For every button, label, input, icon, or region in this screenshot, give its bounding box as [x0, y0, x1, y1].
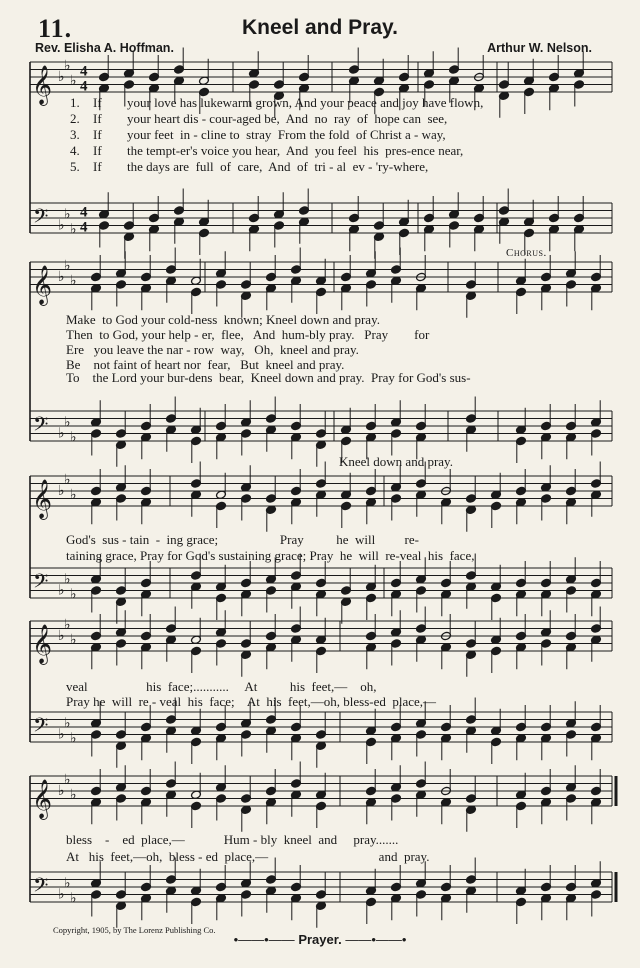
hymn-title: Kneel and Pray.	[241, 16, 398, 39]
bass-cue-text: Kneel down and pray.	[339, 454, 453, 469]
flat-icon: ♭	[70, 730, 77, 747]
flat-icon: ♭	[70, 786, 77, 803]
flat-icon: ♭	[70, 72, 77, 89]
bass-clef-icon: 𝄢	[33, 412, 49, 441]
bass-clef-icon: 𝄢	[33, 204, 49, 233]
treble-clef-icon: 𝄞	[32, 265, 53, 305]
flat-icon: ♭	[58, 217, 65, 234]
composer-credit: Arthur W. Nelson.	[487, 41, 592, 55]
lyric-line-soprano: veal his face;........... At his feet,— oh,	[66, 679, 377, 694]
lyric-line-alto: Pray he will re - veal his face; At his feet,—oh, bless-ed place,—	[66, 694, 437, 709]
bass-clef-icon: 𝄢	[33, 569, 49, 598]
flat-icon: ♭	[70, 890, 77, 907]
copyright-notice: Copyright, 1905, by The Lorenz Publishing Co.	[53, 925, 216, 935]
flat-icon: ♭	[70, 221, 77, 238]
flat-icon: ♭	[70, 429, 77, 446]
lyric-line-soprano: bless - ed place,— Hum - bly kneel and pray.......	[66, 832, 399, 847]
flat-icon: ♭	[70, 486, 77, 503]
flat-icon: ♭	[64, 616, 71, 633]
lyric-line-soprano: God's sus - tain - ing grace; Pray he will re-	[66, 532, 419, 547]
author-credit: Rev. Elisha A. Hoffman.	[35, 41, 174, 55]
time-signature: 4	[80, 204, 88, 221]
flat-icon: ♭	[58, 269, 65, 285]
verse-line: Then to God, your help - er, flee, And hum-bly pray. Pray for	[66, 327, 430, 342]
flat-icon: ♭	[58, 628, 65, 644]
flat-icon: ♭	[64, 715, 71, 732]
verse-line: Make to God your cold-ness known; Kneel down and pray.	[66, 312, 380, 327]
time-signature: 4	[80, 63, 88, 80]
flat-icon: ♭	[64, 471, 71, 488]
treble-clef-icon: 𝄞	[32, 479, 53, 519]
flat-icon: ♭	[64, 875, 71, 892]
flat-icon: ♭	[70, 272, 77, 289]
flat-icon: ♭	[58, 69, 65, 85]
treble-clef-icon: 𝄞	[32, 65, 53, 105]
flat-icon: ♭	[64, 771, 71, 788]
verse-line: Ere you leave the nar - row way, Oh, kneel and pray.	[66, 342, 359, 357]
verse-line: Be not faint of heart nor fear, But kneel and pray.	[66, 357, 345, 372]
hymn-number: 11.	[38, 14, 73, 43]
flat-icon: ♭	[70, 586, 77, 603]
flat-icon: ♭	[58, 783, 65, 799]
bass-clef-icon: 𝄢	[33, 713, 49, 742]
chorus-label: Chorus.	[506, 247, 547, 259]
flat-icon: ♭	[70, 631, 77, 648]
time-signature: 4	[80, 219, 88, 236]
lyric-line-alto: At his feet,—oh, bless - ed place,— and pray.	[66, 849, 430, 864]
flat-icon: ♭	[58, 726, 65, 743]
lyric-line-alto: taining grace, Pray for God's sustaining grace; Pray he will re-veal his face,	[66, 548, 475, 563]
bass-clef-icon: 𝄢	[33, 873, 49, 902]
time-signature: 4	[80, 78, 88, 95]
treble-clef-icon: 𝄞	[32, 779, 53, 819]
flat-icon: ♭	[64, 414, 71, 431]
flat-icon: ♭	[64, 57, 71, 74]
flat-icon: ♭	[58, 886, 65, 903]
flat-icon: ♭	[64, 257, 71, 274]
flat-icon: ♭	[64, 571, 71, 588]
next-hymn-label: •——•—— Prayer. ——•——•	[233, 932, 407, 947]
flat-icon: ♭	[58, 425, 65, 442]
flat-icon: ♭	[64, 206, 71, 223]
flat-icon: ♭	[58, 582, 65, 599]
treble-clef-icon: 𝄞	[32, 624, 53, 664]
verse-line: To the Lord your bur-dens bear, Kneel down and pray. Pray for God's sus-	[66, 370, 471, 385]
flat-icon: ♭	[58, 483, 65, 499]
